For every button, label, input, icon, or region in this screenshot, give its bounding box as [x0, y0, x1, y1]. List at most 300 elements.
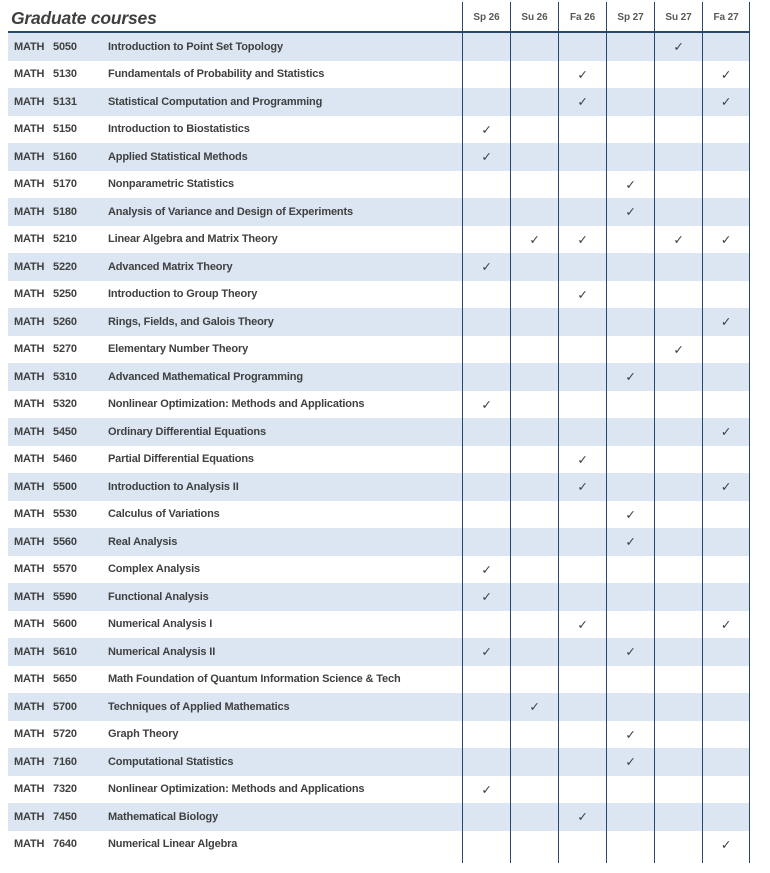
grid-line-extension [654, 858, 702, 863]
offering-cell [654, 721, 702, 749]
table-row [8, 611, 750, 639]
offering-cell [702, 583, 750, 611]
course-number: 5260 [52, 308, 100, 336]
course-dept: MATH [8, 198, 52, 226]
course-number: 5220 [52, 253, 100, 281]
offering-cell [654, 831, 702, 859]
offering-cell [606, 198, 654, 226]
offering-cell [462, 116, 510, 144]
course-number: 7450 [52, 803, 100, 831]
grid-line-extension [702, 858, 750, 863]
offering-cell [606, 116, 654, 144]
offering-cell [558, 253, 606, 281]
offering-cell [654, 446, 702, 474]
offering-cell [462, 693, 510, 721]
course-dept: MATH [8, 143, 52, 171]
course-title: Introduction to Group Theory [108, 288, 258, 301]
offering-cell [654, 61, 702, 89]
offering-cell [462, 143, 510, 171]
offering-cell [702, 391, 750, 419]
offering-cell [558, 171, 606, 199]
offering-cell [558, 88, 606, 116]
offering-cell [558, 33, 606, 61]
table-row [8, 556, 750, 584]
offering-cell [510, 748, 558, 776]
check-icon: ✓ [720, 67, 732, 82]
offering-cell [558, 473, 606, 501]
offering-cell [654, 418, 702, 446]
check-icon: ✓ [720, 315, 732, 330]
table-row [8, 363, 750, 391]
check-icon: ✓ [625, 177, 636, 192]
grid-line-extension [462, 858, 510, 863]
offering-cell [654, 501, 702, 529]
offering-cell [558, 116, 606, 144]
course-dept: MATH [8, 473, 52, 501]
semester-column-header: Fa 26 [558, 2, 606, 33]
course-dept: MATH [8, 33, 52, 61]
offering-cell [510, 253, 558, 281]
course-dept: MATH [14, 838, 45, 851]
course-dept: MATH [8, 748, 52, 776]
grid-line-extension [510, 858, 558, 863]
offering-cell [510, 226, 558, 254]
course-dept: MATH [14, 783, 45, 796]
offering-cell [702, 116, 750, 144]
offering-cell [510, 308, 558, 336]
offering-cell [510, 638, 558, 666]
course-title: Rings, Fields, and Galois Theory [100, 308, 462, 336]
course-dept: MATH [14, 288, 45, 301]
course-title: Nonparametric Statistics [108, 178, 234, 191]
offering-cell [510, 198, 558, 226]
offering-cell [558, 666, 606, 694]
offering-cell [558, 336, 606, 364]
course-dept: MATH [8, 308, 52, 336]
page-title: Graduate courses [11, 8, 157, 28]
offering-cell [510, 831, 558, 859]
table-row [8, 281, 750, 309]
course-dept: MATH [14, 728, 45, 741]
table-row [8, 831, 750, 859]
offering-cell [462, 583, 510, 611]
offering-cell [510, 33, 558, 61]
course-dept: MATH [8, 693, 52, 721]
offering-cell [702, 143, 750, 171]
offering-cell [654, 88, 702, 116]
offering-cell [558, 528, 606, 556]
offering-cell [654, 666, 702, 694]
course-number: 5600 [53, 618, 77, 631]
course-number: 5210 [53, 233, 77, 246]
course-title: Math Foundation of Quantum Information Science & Tech [108, 673, 401, 686]
course-number: 7640 [53, 838, 77, 851]
offering-cell [606, 473, 654, 501]
table-row [8, 721, 750, 749]
course-title: Complex Analysis [108, 563, 200, 576]
table-row [8, 33, 750, 61]
offering-cell [462, 748, 510, 776]
offering-cell [510, 281, 558, 309]
check-icon: ✓ [625, 507, 636, 522]
offering-cell [510, 693, 558, 721]
table-row [8, 748, 750, 776]
offering-cell [510, 528, 558, 556]
offering-cell [606, 501, 654, 529]
offering-cell [702, 61, 750, 89]
offering-cell [558, 831, 606, 859]
table-row [8, 446, 750, 474]
offering-cell [510, 336, 558, 364]
offering-cell [558, 143, 606, 171]
offering-cell [606, 748, 654, 776]
check-icon: ✓ [577, 810, 588, 825]
offering-cell [510, 611, 558, 639]
course-number: 5270 [53, 343, 77, 356]
check-icon: ✓ [625, 727, 636, 742]
offering-cell [462, 721, 510, 749]
offering-cell [558, 446, 606, 474]
course-title: Numerical Linear Algebra [108, 838, 238, 851]
table-row [8, 143, 750, 171]
offering-cell [510, 391, 558, 419]
offering-cell [462, 61, 510, 89]
table-row [8, 88, 750, 116]
offering-cell [606, 556, 654, 584]
course-dept: MATH [8, 583, 52, 611]
course-title: Calculus of Variations [108, 508, 220, 521]
course-title: Techniques of Applied Mathematics [100, 693, 462, 721]
offering-cell [702, 666, 750, 694]
course-dept: MATH [14, 398, 45, 411]
offering-cell [702, 776, 750, 804]
offering-cell [702, 336, 750, 364]
table-row [8, 666, 750, 694]
offering-cell [654, 556, 702, 584]
offering-cell [558, 638, 606, 666]
offering-cell [702, 528, 750, 556]
course-title: Graph Theory [108, 728, 179, 741]
offering-cell [654, 776, 702, 804]
offering-cell [606, 226, 654, 254]
semester-column-header: Su 27 [654, 2, 702, 33]
course-number: 5700 [52, 693, 100, 721]
table-tail [8, 858, 750, 863]
offering-cell [606, 776, 654, 804]
course-number: 5560 [52, 528, 100, 556]
check-icon: ✓ [625, 370, 636, 385]
table-row [8, 198, 750, 226]
offering-cell [558, 281, 606, 309]
table-row [8, 253, 750, 281]
offering-cell [462, 198, 510, 226]
offering-cell [702, 171, 750, 199]
offering-cell [462, 308, 510, 336]
offering-cell [462, 226, 510, 254]
table-row [8, 583, 750, 611]
offering-cell [510, 721, 558, 749]
offering-cell [606, 446, 654, 474]
offering-cell [702, 418, 750, 446]
grid-line-extension [558, 858, 606, 863]
table-row [8, 116, 750, 144]
offering-cell [558, 803, 606, 831]
check-icon: ✓ [625, 205, 636, 220]
offering-cell [606, 803, 654, 831]
offering-cell [510, 446, 558, 474]
check-icon: ✓ [625, 535, 636, 550]
offering-cell [606, 418, 654, 446]
offering-cell [702, 556, 750, 584]
table-row [8, 803, 750, 831]
offering-cell [558, 501, 606, 529]
offering-cell [462, 336, 510, 364]
offering-cell [702, 226, 750, 254]
table-row [8, 473, 750, 501]
check-icon: ✓ [625, 645, 636, 660]
table-row [8, 693, 750, 721]
offering-cell [654, 363, 702, 391]
semester-column-header: Su 26 [510, 2, 558, 33]
course-title: Numerical Analysis II [100, 638, 462, 666]
offering-cell [702, 473, 750, 501]
course-dept: MATH [8, 803, 52, 831]
offering-cell [606, 721, 654, 749]
offering-cell [510, 666, 558, 694]
offering-cell [510, 803, 558, 831]
course-title: Advanced Matrix Theory [100, 253, 462, 281]
course-title: Elementary Number Theory [108, 343, 249, 356]
offering-cell [558, 556, 606, 584]
offering-cell [462, 501, 510, 529]
course-title: Applied Statistical Methods [100, 143, 462, 171]
offering-cell [606, 666, 654, 694]
offering-cell [606, 143, 654, 171]
offering-cell [462, 556, 510, 584]
offering-cell [558, 693, 606, 721]
course-dept: MATH [8, 253, 52, 281]
offering-cell [462, 776, 510, 804]
offering-cell [654, 198, 702, 226]
check-icon: ✓ [481, 122, 492, 137]
offering-cell [462, 253, 510, 281]
table-body [8, 33, 750, 858]
course-title: Partial Differential Equations [108, 453, 254, 466]
check-icon: ✓ [481, 562, 492, 577]
offering-cell [510, 418, 558, 446]
course-dept: MATH [14, 233, 45, 246]
check-icon: ✓ [720, 425, 732, 440]
check-icon: ✓ [577, 617, 588, 632]
offering-cell [606, 336, 654, 364]
table-header [8, 0, 750, 33]
offering-cell [462, 88, 510, 116]
course-number: 5250 [53, 288, 77, 301]
course-dept: MATH [8, 528, 52, 556]
course-number: 5720 [53, 728, 77, 741]
check-icon: ✓ [481, 150, 492, 165]
table-row [8, 336, 750, 364]
offering-cell [606, 61, 654, 89]
course-title: Mathematical Biology [100, 803, 462, 831]
semester-column-header: Sp 27 [606, 2, 654, 33]
offering-cell [510, 556, 558, 584]
course-title: Nonlinear Optimization: Methods and Applications [108, 783, 365, 796]
check-icon: ✓ [529, 232, 540, 247]
grid-line-extension [606, 858, 654, 863]
offering-cell [462, 281, 510, 309]
offering-cell [654, 391, 702, 419]
check-icon: ✓ [481, 260, 492, 275]
table-row [8, 501, 750, 529]
table-row [8, 391, 750, 419]
offering-cell [510, 501, 558, 529]
offering-cell [702, 721, 750, 749]
check-icon: ✓ [577, 287, 588, 302]
check-icon: ✓ [720, 232, 732, 247]
offering-cell [558, 198, 606, 226]
course-title: Advanced Mathematical Programming [100, 363, 462, 391]
check-icon: ✓ [481, 397, 492, 412]
course-number: 5320 [53, 398, 77, 411]
offering-cell [654, 803, 702, 831]
course-dept: MATH [14, 123, 45, 136]
course-dept: MATH [14, 618, 45, 631]
course-number: 5500 [52, 473, 100, 501]
offering-cell [558, 418, 606, 446]
offering-cell [702, 308, 750, 336]
course-title: Statistical Computation and Programming [100, 88, 462, 116]
offering-cell [462, 803, 510, 831]
offering-cell [654, 281, 702, 309]
offering-cell [702, 363, 750, 391]
offering-cell [462, 446, 510, 474]
offering-cell [654, 473, 702, 501]
offering-cell [462, 33, 510, 61]
course-number: 5310 [52, 363, 100, 391]
course-number: 5170 [53, 178, 77, 191]
offering-cell [702, 253, 750, 281]
course-number: 5180 [52, 198, 100, 226]
course-title: Introduction to Biostatistics [108, 123, 250, 136]
offering-cell [654, 308, 702, 336]
offering-cell [606, 583, 654, 611]
course-dept: MATH [8, 638, 52, 666]
course-dept: MATH [14, 508, 45, 521]
course-title: Functional Analysis [100, 583, 462, 611]
offering-cell [654, 748, 702, 776]
offering-cell [462, 638, 510, 666]
offering-cell [558, 308, 606, 336]
offering-cell [702, 748, 750, 776]
course-dept: MATH [14, 453, 45, 466]
offering-cell [462, 363, 510, 391]
course-number: 5610 [52, 638, 100, 666]
course-dept: MATH [8, 88, 52, 116]
offering-cell [654, 171, 702, 199]
offering-cell [462, 473, 510, 501]
course-number: 5590 [52, 583, 100, 611]
check-icon: ✓ [720, 837, 732, 852]
course-title: Fundamentals of Probability and Statistics [108, 68, 325, 81]
course-title: Introduction to Point Set Topology [100, 33, 462, 61]
offering-cell [462, 611, 510, 639]
check-icon: ✓ [625, 755, 636, 770]
course-dept: MATH [14, 68, 45, 81]
offering-cell [462, 391, 510, 419]
offering-cell [702, 33, 750, 61]
offering-cell [510, 473, 558, 501]
course-number: 7320 [53, 783, 77, 796]
offering-cell [510, 583, 558, 611]
course-number: 5530 [53, 508, 77, 521]
offering-cell [606, 391, 654, 419]
offering-cell [702, 803, 750, 831]
course-number: 5160 [52, 143, 100, 171]
offering-cell [702, 501, 750, 529]
course-number: 5650 [53, 673, 77, 686]
offering-cell [462, 666, 510, 694]
check-icon: ✓ [577, 95, 588, 110]
check-icon: ✓ [529, 700, 540, 715]
course-title: Ordinary Differential Equations [100, 418, 462, 446]
check-icon: ✓ [720, 95, 732, 110]
check-icon: ✓ [577, 67, 588, 82]
offering-cell [558, 391, 606, 419]
offering-cell [510, 88, 558, 116]
course-number: 5570 [53, 563, 77, 576]
course-number: 5130 [53, 68, 77, 81]
offering-cell [510, 363, 558, 391]
offering-cell [558, 61, 606, 89]
course-title: Introduction to Analysis II [100, 473, 462, 501]
course-number: 7160 [52, 748, 100, 776]
table-row [8, 308, 750, 336]
course-number: 5460 [53, 453, 77, 466]
offering-cell [654, 693, 702, 721]
offering-cell [510, 116, 558, 144]
offering-cell [558, 748, 606, 776]
offering-cell [558, 226, 606, 254]
offering-cell [654, 528, 702, 556]
offering-cell [654, 336, 702, 364]
offering-cell [702, 281, 750, 309]
offering-cell [606, 363, 654, 391]
offering-cell [606, 693, 654, 721]
course-number: 5450 [52, 418, 100, 446]
offering-cell [654, 226, 702, 254]
offering-cell [606, 281, 654, 309]
table-row [8, 61, 750, 89]
check-icon: ✓ [673, 232, 684, 247]
offering-cell [702, 446, 750, 474]
offering-cell [462, 528, 510, 556]
offering-cell [702, 693, 750, 721]
offering-cell [606, 308, 654, 336]
course-dept: MATH [14, 563, 45, 576]
offering-cell [702, 831, 750, 859]
check-icon: ✓ [720, 480, 732, 495]
offering-cell [654, 583, 702, 611]
offering-cell [702, 88, 750, 116]
table-row [8, 226, 750, 254]
course-dept: MATH [8, 418, 52, 446]
offering-cell [558, 776, 606, 804]
course-dept: MATH [14, 673, 45, 686]
offering-cell [606, 171, 654, 199]
offering-cell [702, 611, 750, 639]
offering-cell [558, 611, 606, 639]
